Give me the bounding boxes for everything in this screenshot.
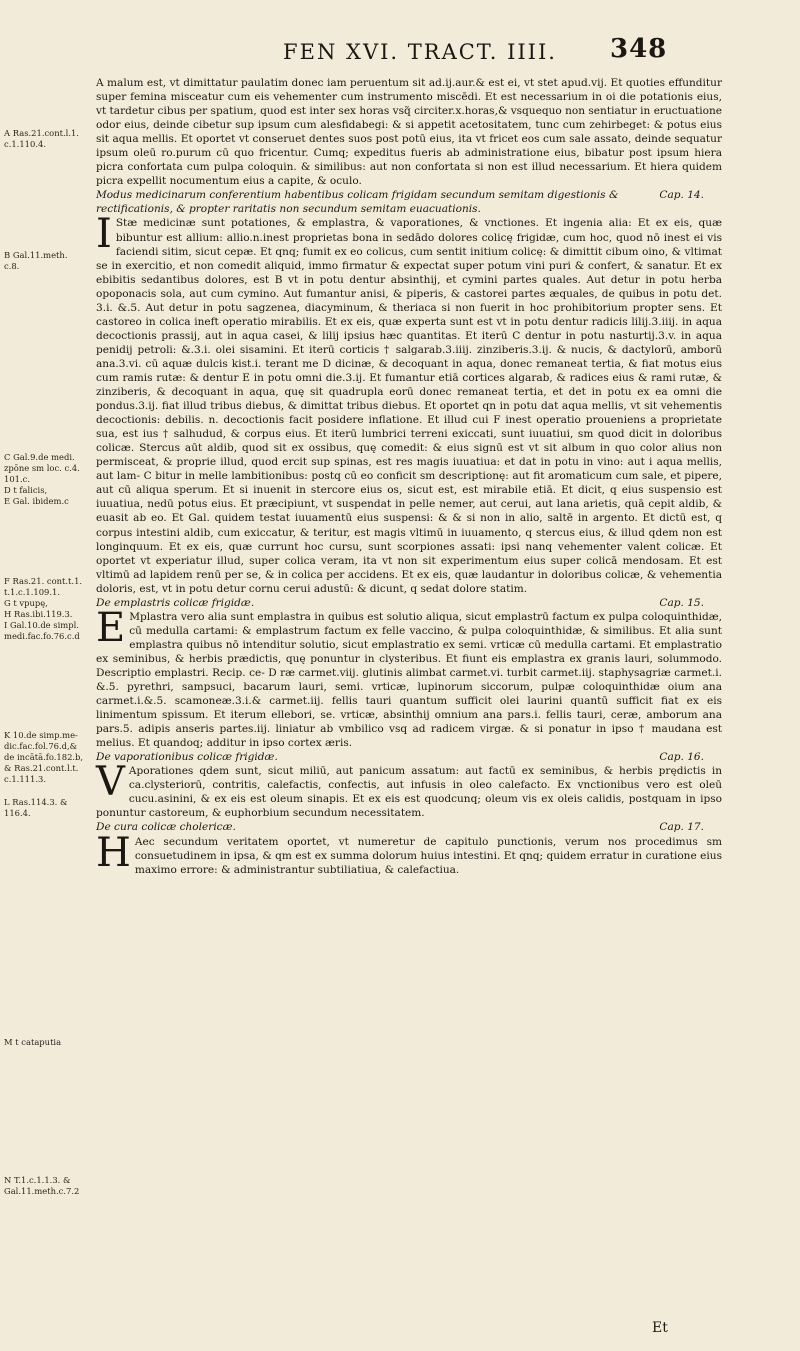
drop-initial: H bbox=[96, 829, 131, 876]
paragraph-text: A malum est, vt dimittatur paulatim donec iam peruentum sit ad.ij.aur.& est ei, vt stet apud.vij. Et quoties effunditur super femina misceatur cum eis vehementer cum instrumento miscēdi. Et est necessarium in oi die potationis eius, vt tardetur cibus per spatium, quod est inter sex horas vsq̃ circiter.x.horas,& vsquequo non sentiatur in eructuatione odor eius, deinde cibetur sup ipsum cum alesfidabegi: & si appetit acetositatem, tunc cum zehirbeget: & potus eius sit aqua mellis. Et oportet vt conseruet dentes suos post potū eius, ita vt fricet eos cum sale assato, deinde sequatur ipsum oleū ro.purum cū quo fricentur. Cumq; expeditus fueris ab administratione eius, bibatur post ipsum hiera picra confortata cum pulpa coloquin. & similibus: aut non confortata si non est illud necessarium. Et hiera quidem picra expellit nocumentum eius a capite, & oculo. bbox=[96, 77, 722, 188]
marginal-note bbox=[4, 128, 88, 150]
marginal-note-line: D t falicis, bbox=[4, 485, 48, 495]
marginal-note-line: de incātā.fo.182.b, bbox=[4, 752, 84, 762]
main-text-column bbox=[96, 76, 722, 877]
chapter-heading-text: De emplastris colicæ frigidæ. bbox=[96, 596, 255, 609]
folio-number: 348 bbox=[610, 34, 668, 64]
chapter-number: Cap. 16. bbox=[659, 751, 704, 764]
marginal-note-line: 101.c. bbox=[4, 474, 31, 484]
paragraph bbox=[96, 759, 722, 820]
chapter-heading bbox=[96, 188, 722, 216]
marginal-note-line: 116.4. bbox=[4, 808, 31, 818]
marginal-note-line: H Ras.ibi.119.3. bbox=[4, 609, 73, 619]
marginal-note bbox=[4, 576, 88, 642]
marginal-note bbox=[4, 730, 88, 785]
marginal-note-line: C Gal.9.de medi. bbox=[4, 452, 75, 462]
marginal-note-line: K 10.de simp.me- bbox=[4, 730, 78, 740]
marginal-note-line: c.1.111.3. bbox=[4, 774, 46, 784]
marginal-note-line: & Ras.21.cont.l.t. bbox=[4, 763, 79, 773]
chapter-heading-text: De vaporationibus colicæ frigidæ. bbox=[96, 751, 278, 764]
chapter-heading bbox=[96, 820, 722, 834]
marginal-note-line: Gal.11.meth.c.7.2 bbox=[4, 1186, 80, 1196]
marginal-note-line: c.1.110.4. bbox=[4, 139, 46, 149]
marginal-note-line: zpōne sm loc. c.4. bbox=[4, 463, 80, 473]
marginal-note-line: N T.1.c.1.1.3. & bbox=[4, 1175, 71, 1185]
marginal-note bbox=[4, 250, 88, 272]
drop-initial: E bbox=[96, 604, 126, 651]
marginal-note-line: E Gal. ibidem.c bbox=[4, 496, 69, 506]
chapter-number: Cap. 14. bbox=[659, 189, 704, 202]
paragraph bbox=[96, 604, 722, 750]
drop-initial: I bbox=[96, 211, 112, 258]
marginal-note bbox=[4, 1037, 88, 1048]
marginal-note-line: c.8. bbox=[4, 261, 20, 271]
marginal-note-line: B Gal.11.meth. bbox=[4, 250, 68, 260]
paragraph bbox=[96, 76, 722, 188]
paragraph-text: Aec secundum veritatem oportet, vt numeretur de capitulo punctionis, verum nos procedimus sm consuetudinem in ipsa, & qm est ex summa dolorum huius intestini. Et qnq; quidem erratur in curatione eius maximo errore: & administrantur subtiliatiua, & calefactiua. bbox=[134, 835, 722, 876]
catchword: Et bbox=[652, 1320, 668, 1336]
marginal-note-line: G t vpupę, bbox=[4, 598, 48, 608]
paragraph-text: Aporationes qdem sunt, sicut miliū, aut panicum assatum: aut factū ex seminibus, & herbis prędictis in ca.clysteriorū, contritis, calefactis, confectis, aut infusis in oleo calefacto. Ex vnctionibus vero est oleū cucu.asinini, & ex eis est oleum sinapis. Et ex eis est quodcunq; oleum vis ex oleis calidis, postquam in ipso ponuntur castoreum, & euphorbium secundum necessitatem. bbox=[96, 765, 722, 820]
paragraph-text: Stæ medicinæ sunt potationes, & emplastra, & vaporationes, & vnctiones. Et ingenia alia: Et ex eis, quæ bibuntur est allium: allio.n.inest proprietas bona in sedādo dolores colicę frigidæ, cum hoc, quod nō inest ei vis faciendi sitim, sicut cepæ. Et qnq; fumit ex eo colicus, cum sentit initium colicę: & dimittit cibum oino, & vltimat se in exercitio, et non comedit aliquid, immo firmatur & expectat super potum vini puri & confert, & sanatur. Et ex ebibitis sedantibus dolores, est B vt in potu dentur absinthij, et cymini partes quales. Aut detur in potu herba opoponacis sola, aut cum cymino. Aut fumantur anisi, & piperis, & castorei partes æquales, de quibus in potu det. 3.i. &.5. Aut detur in potu sagzenea, diacyminum, & theriaca si non fuerit in hoc prohibitorium propter sens. Et castoreo in colica ineft operatio mirabilis. Et ex eis, quæ experta sunt est vt in potu dentur radicis lilij.3.iiij. in aqua decoctionis prassij, aut in aqua casei, & lilij ipsius hæc quantitas. Et iterū C dentur in potu nasturtij.3.v. in aqua penidij petroli: &.3.i. olei sisamini. Et iterū corticis † salgarab.3.iiij. zinziberis.3.ij. & nucis, & dactylorū, amborū ana.3.vi. cū aquæ dulcis kist.i. terant me D dicinæ, & decoquant in aqua, donec remaneat tertia, & fiat motus eius cum ramis rutæ: & dentur E in potu omni die.3.ij. Et fumantur etiā cortices algarab, & radices eius & rami rutæ, & zinziberis, & decoquant in aqua, quę sit quadrupla eorū donec remaneat tertia, et det in potu ex ea omni die pondus.3.ij. fiat illud tribus diebus, & dimittat tribus diebus. Et oportet qn in potu dat aqua mellis, vt sit vehementis decoctionis: debilis. n. decoctionis facit posidere inflatione. Et illud cui F inest operatio proueniens a proprietate sua, est ius † salhudud, & corpus eius. Et iterū lumbrici terreni exiccati, sunt iuuatiui, sm quod dicit in doloribus colicæ. Stercus aūt aldib, quod sit ex ossibus, quę comedit: & eius signū est vt sit album in quo color alius non permisceat, & proprie illud, quod ercit sup spinas, est res magis iuuatiua: et dat in potu in vino: aut i aqua mellis, aut lam- C bitur in melle lambitionibus: postq cū eo conficit sm descriptionę: aut fit aromaticum cum sale, et pipere, aut cū aliqua sperum. Et si inuenit in stercore eius os, sicut est, est mirabile etiā. Et dicit, q eius suspensio est iuuatiua, nedū potus eius. Et præcipiunt, vt suspendat in pelle nemer, aut cerui, aut lana arietis, quā cepit aldib, & euasit ab eo. Et Gal. quidem testat iuuamentū eius suspensi: & & si non in alio, saltē in argento. Et dictū est, q corpus intestini aldib, cum exiccatur, & teritur, est magis vltimū in iuuamento, q stercus eius, & illud qdem non est longinquum. Et ex eis, quæ currunt hoc cursu, sunt scorpiones assati: ipsi nanq vehementer valent colicæ. Et oportet vt experiatur illud, super colica veram, ita vt non sit experimentum eius super colicā mendosam. Et est vltimū ad lapidem renū per se, & in colica per accidens. Et ex eis, quæ laudantur in doloribus colicæ, & vehementia doloris, est, vt in potu detur cornu cerui adustū: & dicunt, q sedat dolore statim. bbox=[96, 217, 722, 595]
chapter-heading-text: De cura colicæ cholericæ. bbox=[96, 821, 236, 834]
marginal-note-line: medi.fac.fo.76.c.d bbox=[4, 631, 80, 641]
chapter-number: Cap. 15. bbox=[659, 596, 704, 609]
marginal-note-line: I Gal.10.de simpl. bbox=[4, 620, 79, 630]
drop-initial: V bbox=[96, 759, 125, 806]
running-title: FEN XVI. TRACT. IIII. bbox=[283, 40, 557, 64]
paragraph bbox=[96, 211, 722, 595]
marginal-note bbox=[4, 797, 88, 819]
marginal-note-line: A Ras.21.cont.l.1. bbox=[4, 128, 79, 138]
marginal-note-line: F Ras.21. cont.t.1. bbox=[4, 576, 83, 586]
marginal-note-line: dic.fac.fol.76.d,& bbox=[4, 741, 78, 751]
marginal-note bbox=[4, 1175, 88, 1197]
paragraph bbox=[96, 829, 722, 877]
marginal-note bbox=[4, 452, 88, 507]
marginal-note-line: t.1.c.1.109.1. bbox=[4, 587, 60, 597]
page-header bbox=[0, 34, 800, 74]
chapter-number: Cap. 17. bbox=[659, 821, 704, 834]
marginal-note-line: L Ras.114.3. & bbox=[4, 797, 68, 807]
chapter-heading-text: Modus medicinarum conferentium habentibus colicam frigidam secundum semitam digestionis & rectificationis, & propter raritatis non secundum semitam euacuationis. bbox=[96, 189, 619, 216]
chapter-heading bbox=[96, 750, 722, 764]
paragraph-text: Mplastra vero alia sunt emplastra in quibus est solutio aliqua, sicut emplastrū factum ex pulpa coloquinthidæ, cū medulla cartami: & emplastrum factum ex felle vaccino, & pulpa coloquinthidæ, & similibus. Et alia sunt emplastra quibus nō intenditur solutio, sicut emplastratio ex semi. vrticæ cū medulla cartami. Et emplastratio ex seminibus, & herbis prædictis, quę ponuntur in clysteribus. Et fiunt eis emplastra ex granis lauri, solummodo. Descriptio emplastri. Recip. ce- D ræ carmet.viij. glutinis alimbat carmet.vi. turbit carmet.iij. staphysagriæ carmet.i. &.5. pyrethri, sampsuci, bacarum lauri, semi. vrticæ, lupinorum siccorum, pulpæ coloquinthidæ oium ana carmet.i.&.5. scamoneæ.3.i.& carmet.iij. fellis tauri quantum sufficit olei laurini quantū sufficit fiat ex eis linimentum spissum. Et iterum ellebori, se. vrticæ, absinthij omnium ana pars.i. fellis tauri, ceræ, amborum ana pars.5. adipis anseris partes.iij. liniatur ab vmbilico vsq ad radicem virgæ. & si ponatur in ipso † maudana est melius. Et quandoq; additur in ipso cortex æris. bbox=[96, 610, 722, 750]
marginal-note-line: M t cataputia bbox=[4, 1037, 62, 1047]
chapter-heading bbox=[96, 596, 722, 610]
